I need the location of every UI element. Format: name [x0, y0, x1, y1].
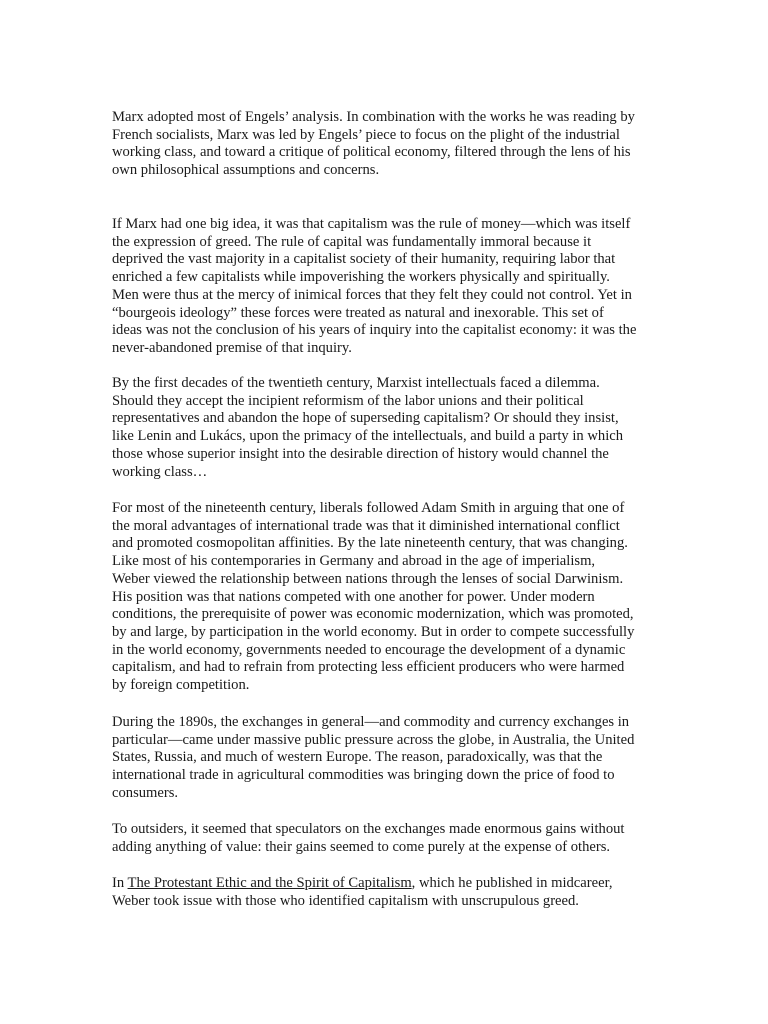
text-line: own philosophical assumptions and concerns. [112, 162, 380, 179]
text-line: and promoted cosmopolitan affinities. By the late nineteenth century, that was changing. [112, 535, 628, 552]
paragraph-1 [112, 109, 657, 180]
paragraph-3 [112, 375, 657, 481]
book-title: The Protestant Ethic and the Spirit of Capitalism [127, 875, 412, 891]
text-line: in the world economy, governments needed to encourage the development of a dynamic [112, 641, 626, 658]
paragraph-7 [112, 875, 657, 910]
text-line: Men were thus at the mercy of inimical forces that they felt they could not control. Yet in [112, 286, 632, 303]
text-line: By the first decades of the twentieth century, Marxist intellectuals faced a dilemma. [112, 375, 600, 391]
text-line: adding anything of value: their gains seemed to come purely at the expense of others. [112, 838, 611, 855]
text-line: conditions, the prerequisite of power was economic modernization, which was promoted, [112, 606, 634, 623]
text-line: enriched a few capitalists while impoverishing the workers physically and spiritually. [112, 269, 610, 286]
text-line: consumers. [112, 784, 179, 801]
text-line: working class… [112, 463, 208, 480]
text-line: His position was that nations competed with one another for power. Under modern [112, 588, 595, 605]
text-line: international trade in agricultural commodities was bringing down the price of food to [112, 767, 615, 784]
text-line [112, 875, 657, 893]
text-line: Weber took issue with those who identified capitalism with unscrupulous greed. [112, 892, 579, 909]
paragraph-2 [112, 216, 657, 358]
text-line: capitalism, and had to refrain from protecting less efficient producers who were harmed [112, 659, 625, 676]
text-line: representatives and abandon the hope of superseding capitalism? Or should they insist, [112, 410, 619, 427]
text-line: French socialists, Marx was led by Engels’ piece to focus on the plight of the industrial [112, 126, 620, 143]
text-line: Marx adopted most of Engels’ analysis. In combination with the works he was reading by [112, 109, 635, 125]
paragraph-5 [112, 714, 657, 803]
text-line: Weber viewed the relationship between nations through the lenses of social Darwinism. [112, 570, 624, 587]
paragraph-4 [112, 500, 657, 695]
text-line: particular—came under massive public pressure across the globe, in Australia, the United [112, 731, 635, 748]
text-line: never-abandoned premise of that inquiry. [112, 339, 352, 356]
text-line: by foreign competition. [112, 677, 250, 694]
text-line: like Lenin and Lukács, upon the primacy of the intellectuals, and build a party in which [112, 428, 624, 445]
paragraph-6 [112, 821, 657, 856]
text-line: To outsiders, it seemed that speculators on the exchanges made enormous gains without [112, 821, 625, 837]
text-line: “bourgeois ideology” these forces were treated as natural and inexorable. This set of [112, 304, 604, 321]
text-line: the moral advantages of international trade was that it diminished international conflict [112, 517, 620, 534]
text-line: deprived the vast majority in a capitalist society of their humanity, requiring labor that [112, 251, 616, 268]
text-line: States, Russia, and much of western Europe. The reason, paradoxically, was that the [112, 749, 603, 766]
text-line: For most of the nineteenth century, liberals followed Adam Smith in arguing that one of [112, 500, 625, 516]
text-line: ideas was not the conclusion of his years of inquiry into the capitalist economy: it was the [112, 322, 637, 339]
text-line: those whose superior insight into the desirable direction of history would channel the [112, 445, 609, 462]
text-fragment: In [112, 875, 128, 891]
text-line: the expression of greed. The rule of capital was fundamentally immoral because it [112, 233, 592, 250]
text-line: working class, and toward a critique of political economy, filtered through the lens of his [112, 144, 631, 161]
text-fragment: , which he published in midcareer, [411, 875, 613, 891]
text-line: by and large, by participation in the world economy. But in order to compete successfully [112, 623, 635, 640]
text-line: Should they accept the incipient reformism of the labor unions and their political [112, 392, 584, 409]
text-line: Like most of his contemporaries in Germany and abroad in the age of imperialism, [112, 553, 596, 570]
text-line: During the 1890s, the exchanges in general—and commodity and currency exchanges in [112, 714, 630, 730]
text-line: If Marx had one big idea, it was that capitalism was the rule of money—which was itself [112, 216, 631, 232]
